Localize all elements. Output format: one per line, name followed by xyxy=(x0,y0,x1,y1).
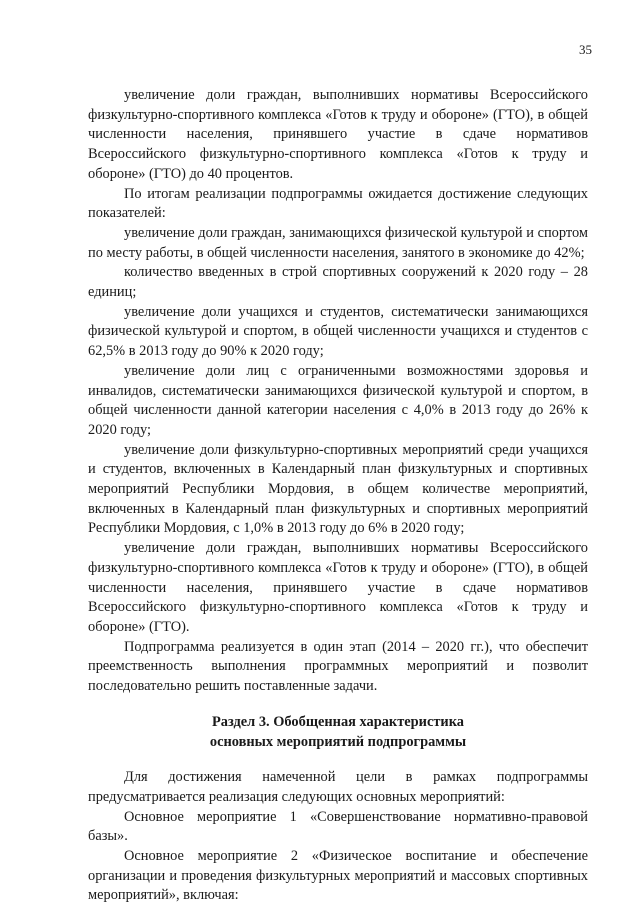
paragraph: количество введенных в строй спортивных сооружений к 2020 году – 28 единиц; xyxy=(88,264,588,301)
paragraph: увеличение доли граждан, выполнивших нормативы Всероссийского физкультурно-спортивного комплекса «Готов к труду и обороне» (ГТО), в общей численности населения, принявшего участие в сдаче нормативов Всероссийского физкультурно-спортивного комплекса «Готов к труду и обороне» (ГТО). xyxy=(88,540,588,635)
page-number: 35 xyxy=(579,42,592,57)
section-heading xyxy=(88,713,588,752)
document-body xyxy=(88,86,588,906)
paragraph: увеличение доли физкультурно-спортивных мероприятий среди учащихся и студентов, включенных в Календарный план физкультурных и спортивных мероприятий Республики Мордовия, в общем количестве мероприятий, включенных в Календарный план физкультурных и спортивных мероприятий Республики Мордовия, с 1,0% в 2013 году до 6% в 2020 году; xyxy=(88,441,588,537)
paragraph: По итогам реализации подпрограммы ожидается достижение следующих показателей: xyxy=(88,185,588,222)
section-heading-line-2: основных мероприятий подпрограммы xyxy=(209,733,467,750)
section-heading-line-1: Раздел 3. Обобщенная характеристика xyxy=(212,713,464,730)
paragraph: увеличение доли учащихся и студентов, систематически занимающихся физической культурой и спортом, в общей численности учащихся и студентов с 62,5% в 2013 году до 90% к 2020 году; xyxy=(88,303,588,360)
paragraph: Для достижения намеченной цели в рамках подпрограммы предусматривается реализация следующих основных мероприятий: xyxy=(88,769,588,805)
paragraph: Основное мероприятие 2 «Физическое воспитание и обеспечение организации и проведения физкультурных мероприятий и массовых спортивных мероприятий», включая: xyxy=(88,848,588,904)
paragraph: увеличение доли лиц с ограниченными возможностями здоровья и инвалидов, систематически занимающихся физической культурой и спортом, в общей численности данной категории населения с 4,0% в 2013 году до 26% к 2020 году; xyxy=(88,362,588,438)
paragraph: увеличение доли граждан, выполнивших нормативы Всероссийского физкультурно-спортивного комплекса «Готов к труду и обороне» (ГТО), в общей численности населения, принявшего участие в сдаче нормативов Всероссийского физкультурно-спортивного комплекса «Готов к труду и обороне» (ГТО) до 40 процентов. xyxy=(88,87,588,182)
paragraph: Основное мероприятие 1 «Совершенствование нормативно-правовой базы». xyxy=(88,808,588,845)
paragraph: увеличение доли граждан, занимающихся физической культурой и спортом по месту работы, в общей численности населения, занятого в экономике до 42%; xyxy=(88,224,588,261)
paragraph: Подпрограмма реализуется в один этап (2014 – 2020 гг.), что обеспечит преемственность выполнения программных мероприятий и позволит последовательно решить поставленные задачи. xyxy=(88,638,588,695)
